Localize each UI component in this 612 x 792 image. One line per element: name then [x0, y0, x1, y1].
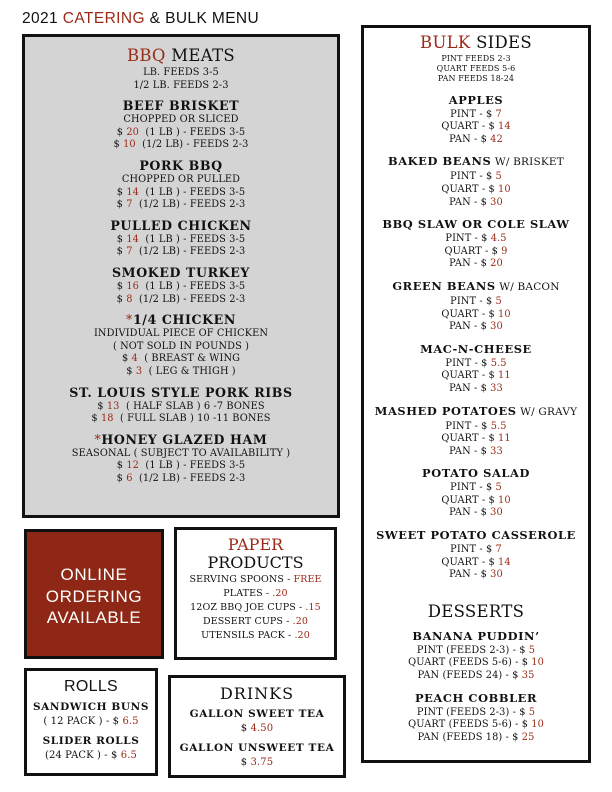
- bbq-heading: [25, 46, 337, 65]
- bbq-price-line-detail: (1/2 LB) - FEEDS 2-3: [132, 472, 246, 484]
- bbq-item: [25, 264, 337, 306]
- rolls-price-line: [27, 749, 155, 762]
- bbq-item: [25, 97, 337, 152]
- dessert-price-line-label: QUART (FEEDS 5-6) - $: [408, 657, 532, 669]
- bbq-price-line: [25, 401, 337, 414]
- bulk-price-line-amount: 7: [495, 544, 502, 556]
- rolls-item-name: SLIDER ROLLS: [42, 735, 140, 747]
- paper-item-line-amount: .20: [272, 588, 288, 599]
- bbq-price-line-amount: 8: [126, 293, 133, 305]
- bbq-price-line: [25, 473, 337, 486]
- dessert-price-line: [364, 707, 588, 720]
- dessert-price-line-amount: 35: [521, 670, 535, 682]
- bulk-price-line-label: QUART - $: [441, 121, 498, 133]
- bulk-item-name-text: APPLES: [448, 92, 504, 107]
- bbq-price-line-detail: (1 LB ) - FEEDS 3-5: [138, 233, 246, 245]
- bulk-item: [364, 403, 588, 459]
- rolls-item-name: SANDWICH BUNS: [32, 701, 150, 713]
- rolls-item: [27, 734, 155, 762]
- bulk-item-name: [364, 403, 588, 421]
- bulk-price-line: [364, 495, 588, 508]
- bulk-price-line-label: PINT - $: [445, 420, 491, 432]
- bulk-heading-red: BULK: [420, 33, 471, 52]
- bulk-item: [364, 341, 588, 396]
- drinks-price-line-label: $: [240, 723, 251, 734]
- drinks-price-line-amount: 4.50: [250, 723, 274, 734]
- dessert-item: [364, 628, 588, 683]
- bulk-price-line: [364, 358, 588, 371]
- bulk-item: [364, 153, 588, 209]
- bbq-price-line-amount: 18: [100, 413, 114, 425]
- bulk-price-line-label: PAN - $: [449, 382, 491, 394]
- bulk-item: [364, 465, 588, 520]
- bbq-price-line-detail: ( FULL SLAB ) 10 -11 BONES: [113, 413, 271, 425]
- bbq-price-line: [25, 460, 337, 473]
- bulk-item-name: [364, 341, 588, 358]
- bulk-price-line-label: QUART - $: [441, 494, 498, 506]
- dessert-price-line-label: QUART (FEEDS 5-6) - $: [408, 719, 532, 731]
- bulk-price-line-amount: 30: [490, 569, 503, 581]
- paper-heading-rest: PRODUCTS: [207, 553, 304, 572]
- bulk-price-line-amount: 30: [490, 196, 503, 208]
- drinks-price-line: [171, 722, 343, 735]
- rolls-heading: ROLLS: [64, 678, 118, 695]
- drinks-section: [168, 675, 346, 778]
- dessert-price-line: [364, 645, 588, 658]
- bbq-price-line-label: $: [113, 139, 124, 151]
- dessert-price-line-label: PAN (FEEDS 24) - $: [417, 670, 522, 682]
- dessert-price-line-amount: 25: [521, 731, 535, 743]
- paper-item-line-label: UTENSILS PACK -: [201, 630, 295, 641]
- bbq-price-line-label: $: [116, 126, 127, 138]
- bulk-price-line-label: QUART - $: [441, 308, 498, 320]
- bbq-meats-section: [22, 34, 340, 518]
- bulk-item-name: [364, 278, 588, 296]
- bbq-price-line-detail: (1 LB ) - FEEDS 3-5: [138, 280, 246, 292]
- bulk-item-name: [364, 216, 588, 233]
- bulk-item-extra: W/ GRAVY: [516, 405, 578, 418]
- bbq-price-line-amount: 4: [131, 353, 138, 365]
- bbq-price-line-detail: (1 LB ) - FEEDS 3-5: [138, 460, 246, 472]
- bulk-item-name-text: BBQ SLAW OR COLE SLAW: [382, 217, 570, 232]
- bbq-price-line-amount: 3: [135, 365, 143, 377]
- bulk-item-name-text: MAC-N-CHEESE: [420, 341, 532, 356]
- bbq-item-desc: CHOPPED OR SLICED: [123, 114, 239, 126]
- bbq-item-name-text: 1/4 CHICKEN: [132, 312, 236, 328]
- bulk-price-line-label: PINT - $: [450, 544, 496, 556]
- bulk-sub-list: [364, 54, 588, 85]
- bulk-price-line: [364, 246, 588, 259]
- bulk-price-line-label: QUART - $: [441, 556, 498, 568]
- bulk-price-line-label: PINT - $: [450, 482, 496, 494]
- bbq-sub-half-lb: 1/2 LB. FEEDS 2-3: [133, 79, 229, 91]
- bulk-item-name: [364, 527, 588, 544]
- paper-item-line-amount: FREE: [293, 574, 322, 585]
- bulk-price-line-label: PAN - $: [449, 507, 491, 519]
- bbq-item: [25, 384, 337, 426]
- drinks-price-line: [171, 756, 343, 769]
- paper-item-line-label: 12OZ BBQ JOE CUPS -: [190, 602, 306, 613]
- rolls-price-line-label: (24 PACK ) - $: [44, 750, 121, 761]
- bbq-price-line-label: $: [116, 186, 127, 198]
- bulk-price-line-label: PAN - $: [449, 258, 491, 270]
- bbq-price-line-label: $: [116, 460, 127, 472]
- bbq-item-list: [25, 97, 337, 485]
- bulk-item-name-text: POTATO SALAD: [422, 466, 530, 481]
- bbq-item: [25, 431, 337, 486]
- bbq-price-line-amount: 7: [126, 246, 133, 258]
- bbq-price-line-amount: 10: [123, 139, 136, 151]
- bulk-price-line-label: PINT - $: [450, 295, 496, 307]
- drinks-item-name: GALLON SWEET TEA: [189, 708, 325, 720]
- bbq-price-line-label: $: [116, 293, 127, 305]
- bbq-item-desc: ( NOT SOLD IN POUNDS ): [112, 340, 250, 352]
- bulk-price-line-amount: 5: [495, 482, 502, 494]
- bbq-price-line-label: $: [116, 199, 127, 211]
- bbq-sub-lb: LB. FEEDS 3-5: [143, 67, 219, 78]
- paper-item-line-label: DESSERT CUPS -: [202, 616, 293, 627]
- bbq-price-line-label: $: [116, 472, 127, 484]
- dessert-price-line-amount: 10: [531, 657, 544, 669]
- bulk-price-line: [364, 383, 588, 396]
- bbq-item-name-text: PULLED CHICKEN: [110, 217, 252, 233]
- bulk-price-line-label: PINT - $: [450, 108, 496, 120]
- rolls-price-line-amount: 6.5: [120, 750, 138, 761]
- online-ordering-text: [27, 564, 161, 629]
- bulk-item-name: [364, 465, 588, 482]
- bbq-price-line-detail: (1/2 LB) - FEEDS 2-3: [132, 199, 246, 211]
- asterisk-mark: *: [94, 431, 102, 447]
- bulk-price-line-amount: 30: [490, 507, 503, 519]
- bulk-price-line-label: PINT - $: [450, 171, 496, 183]
- bulk-price-line: [364, 557, 588, 570]
- bbq-item: [25, 157, 337, 212]
- paper-item-line: [177, 587, 334, 601]
- drinks-price-line-label: $: [240, 757, 251, 768]
- bulk-price-line-label: PINT - $: [445, 357, 491, 369]
- desserts-heading: DESSERTS: [427, 601, 525, 621]
- bulk-item-name-text: BAKED BEANS: [388, 154, 492, 169]
- dessert-price-line-label: PINT (FEEDS 2-3) - $: [416, 644, 529, 656]
- dessert-price-line-label: PINT (FEEDS 2-3) - $: [416, 706, 529, 718]
- bbq-item-name: [25, 157, 337, 174]
- bulk-price-line-amount: 42: [490, 133, 503, 145]
- paper-item-line: [177, 629, 334, 643]
- bbq-price-line-label: $: [116, 233, 127, 245]
- asterisk-mark: *: [126, 312, 133, 328]
- bbq-price-line: [25, 246, 337, 259]
- bbq-item-name: [25, 97, 337, 114]
- bbq-price-line: [25, 413, 337, 426]
- bulk-price-line: [364, 421, 588, 434]
- title-year: 2021: [22, 10, 63, 27]
- dessert-price-line: [364, 732, 588, 745]
- bbq-item-name: [25, 431, 337, 448]
- menu-title: [22, 10, 342, 28]
- bbq-item-name-text: PORK BBQ: [139, 157, 223, 173]
- paper-item-line: [177, 573, 334, 587]
- paper-item-line-amount: .20: [294, 630, 310, 641]
- paper-products-section: [174, 527, 337, 660]
- bbq-heading-red: BBQ: [127, 46, 166, 65]
- bulk-price-line-label: QUART - $: [441, 370, 498, 382]
- bulk-price-line-amount: 14: [498, 121, 511, 133]
- drinks-item-list: [171, 707, 343, 769]
- bulk-price-line-amount: 11: [498, 433, 511, 445]
- bulk-price-line: [364, 370, 588, 383]
- bulk-item-list: [364, 92, 588, 582]
- bbq-price-line: [25, 139, 337, 152]
- paper-item-list: [177, 573, 334, 643]
- bulk-price-line-label: PAN - $: [449, 196, 491, 208]
- bbq-price-line-amount: 14: [126, 186, 139, 198]
- dessert-price-line: [364, 719, 588, 732]
- bulk-price-line-amount: 4.5: [490, 233, 507, 245]
- bulk-price-line-amount: 10: [498, 308, 511, 320]
- bulk-price-line-label: PAN - $: [449, 569, 491, 581]
- bulk-price-line-label: QUART - $: [441, 183, 498, 195]
- title-rest: & BULK MENU: [144, 10, 260, 27]
- bulk-item: [364, 278, 588, 334]
- bulk-sub-line: PAN FEEDS 18-24: [437, 74, 515, 84]
- dessert-item: [364, 690, 588, 745]
- rolls-price-line-amount: 6.5: [122, 716, 139, 727]
- bbq-item: [25, 311, 337, 378]
- bbq-price-line-amount: 13: [106, 400, 120, 412]
- bulk-price-line: [364, 433, 588, 446]
- drinks-item: [171, 707, 343, 735]
- bbq-price-line-detail: (1 LB ) - FEEDS 3-5: [138, 186, 246, 198]
- bulk-price-line: [364, 134, 588, 147]
- rolls-section: [24, 668, 158, 776]
- bbq-price-line-label: $: [91, 413, 101, 425]
- bbq-item-name: [25, 217, 337, 234]
- paper-heading-red: PAPER: [227, 535, 284, 554]
- dessert-price-line: [364, 670, 588, 683]
- bulk-item-name: [364, 153, 588, 171]
- bbq-price-line-detail: ( HALF SLAB ) 6 -7 BONES: [119, 400, 265, 412]
- bbq-price-line-detail: ( LEG & THIGH ): [142, 365, 236, 377]
- paper-item-line: [177, 615, 334, 629]
- bbq-price-line: [25, 127, 337, 140]
- bulk-sub-line: QUART FEEDS 5-6: [436, 64, 516, 74]
- bbq-item-desc: CHOPPED OR PULLED: [121, 173, 241, 185]
- bbq-heading-rest: MEATS: [165, 46, 235, 65]
- bulk-price-line: [364, 482, 588, 495]
- bbq-item-name-text: SMOKED TURKEY: [111, 264, 250, 280]
- bulk-price-line-label: QUART - $: [441, 433, 498, 445]
- bulk-price-line-amount: 5: [495, 295, 502, 307]
- bbq-price-line: [25, 366, 337, 379]
- bulk-item: [364, 527, 588, 582]
- dessert-price-line: [364, 657, 588, 670]
- bulk-item: [364, 92, 588, 147]
- bulk-item-name-text: GREEN BEANS: [392, 278, 496, 293]
- bbq-price-line: [25, 187, 337, 200]
- bbq-price-line: [25, 199, 337, 212]
- paper-item-line-amount: .15: [305, 602, 321, 613]
- bulk-heading-rest: SIDES: [470, 33, 532, 52]
- bulk-price-line: [364, 296, 588, 309]
- bulk-price-line-label: PAN - $: [449, 445, 491, 457]
- drinks-price-line-amount: 3.75: [250, 757, 274, 768]
- bbq-price-line-label: $: [126, 365, 136, 377]
- bulk-price-line-label: PAN - $: [449, 321, 491, 333]
- bulk-price-line-amount: 20: [490, 258, 503, 270]
- bulk-price-line: [364, 184, 588, 197]
- bulk-price-line-amount: 33: [490, 445, 503, 457]
- bulk-price-line-amount: 9: [501, 245, 508, 257]
- dessert-item-name: BANANA PUDDIN’: [412, 628, 540, 643]
- bbq-price-line-amount: 16: [126, 280, 139, 292]
- paper-item-line-amount: .20: [292, 616, 309, 627]
- bulk-price-line-amount: 5.5: [490, 357, 507, 369]
- bulk-price-line-label: QUART - $: [444, 245, 502, 257]
- bulk-item-name-text: MASHED POTATOES: [374, 403, 517, 418]
- bbq-price-line-detail: (1/2 LB) - FEEDS 2-3: [132, 246, 246, 258]
- bbq-price-line-label: $: [116, 280, 127, 292]
- bbq-price-line-detail: (1 LB ) - FEEDS 3-5: [138, 126, 246, 138]
- bulk-price-line-amount: 14: [498, 556, 511, 568]
- drinks-item-name: GALLON UNSWEET TEA: [179, 742, 335, 754]
- bbq-item-name: [25, 311, 337, 328]
- bulk-price-line: [364, 507, 588, 520]
- bbq-price-line-amount: 12: [126, 460, 139, 472]
- bulk-price-line-label: PINT - $: [445, 233, 491, 245]
- bulk-item-extra: W/ BRISKET: [491, 156, 564, 169]
- bbq-item: [25, 217, 337, 259]
- bbq-item-desc: SEASONAL ( SUBJECT TO AVAILABILITY ): [71, 447, 291, 459]
- bbq-price-line-label: $: [116, 246, 127, 258]
- paper-item-line-label: SERVING SPOONS -: [189, 574, 294, 585]
- bulk-item-extra: W/ BACON: [495, 280, 560, 293]
- rolls-price-line-label: ( 12 PACK ) - $: [43, 716, 123, 727]
- bbq-price-line-detail: ( BREAST & WING: [137, 353, 241, 365]
- rolls-price-line: [27, 715, 155, 728]
- dessert-price-line-amount: 5: [528, 706, 536, 718]
- rolls-item-list: [27, 700, 155, 762]
- bbq-item-name-text: HONEY GLAZED HAM: [101, 431, 268, 447]
- paper-item-line-label: PLATES -: [223, 588, 273, 599]
- dessert-item-name: PEACH COBBLER: [414, 690, 538, 705]
- bbq-price-line-label: $: [97, 400, 107, 412]
- bulk-price-line: [364, 544, 588, 557]
- dessert-price-line-label: PAN (FEEDS 18) - $: [417, 731, 522, 743]
- bbq-price-line: [25, 353, 337, 366]
- dessert-item-list: [364, 628, 588, 745]
- drinks-item: [171, 741, 343, 769]
- bbq-price-line-detail: (1/2 LB) - FEEDS 2-3: [132, 293, 246, 305]
- bbq-item-desc: INDIVIDUAL PIECE OF CHICKEN: [93, 328, 269, 340]
- bulk-price-line-amount: 30: [490, 321, 503, 333]
- bulk-price-line-amount: 11: [498, 370, 511, 382]
- online-line-1: ONLINE: [60, 565, 128, 584]
- online-line-2: ORDERING: [45, 586, 143, 606]
- bbq-item-name-text: ST. LOUIS STYLE PORK RIBS: [69, 384, 293, 400]
- bbq-item-name: [25, 264, 337, 281]
- paper-item-line: [177, 601, 334, 615]
- bulk-price-line-amount: 7: [495, 108, 502, 120]
- bbq-price-line: [25, 281, 337, 294]
- bbq-item-name-text: BEEF BRISKET: [122, 98, 240, 114]
- bbq-price-line-label: $: [121, 353, 132, 365]
- bbq-price-line-amount: 20: [126, 126, 139, 138]
- bbq-price-line-amount: 7: [126, 199, 133, 211]
- bulk-price-line: [364, 171, 588, 184]
- bbq-item-name: [25, 384, 337, 401]
- dessert-price-line-amount: 5: [528, 644, 536, 656]
- bulk-price-line: [364, 569, 588, 582]
- bulk-price-line: [364, 446, 588, 459]
- bbq-price-line-amount: 14: [126, 233, 139, 245]
- bulk-price-line: [364, 309, 588, 322]
- bulk-price-line: [364, 109, 588, 122]
- bulk-price-line-label: PAN - $: [449, 133, 491, 145]
- bulk-price-line: [364, 258, 588, 271]
- drinks-heading: DRINKS: [219, 684, 295, 703]
- bulk-price-line: [364, 321, 588, 334]
- bbq-price-line-detail: (1/2 LB) - FEEDS 2-3: [135, 139, 249, 151]
- dessert-price-line-amount: 10: [531, 719, 544, 731]
- bulk-price-line-amount: 5.5: [490, 420, 507, 432]
- bulk-price-line-amount: 10: [498, 183, 511, 195]
- bulk-price-line: [364, 197, 588, 210]
- bulk-price-line-amount: 5: [495, 171, 502, 183]
- bulk-item: [364, 216, 588, 271]
- bulk-price-line: [364, 121, 588, 134]
- title-catering: CATERING: [62, 10, 145, 27]
- bbq-price-line-amount: 6: [126, 472, 133, 484]
- bbq-price-line: [25, 294, 337, 307]
- bulk-sides-section: [361, 25, 591, 763]
- rolls-item: [27, 700, 155, 728]
- bulk-item-name: [364, 92, 588, 109]
- online-ordering-banner[interactable]: [24, 529, 164, 659]
- bulk-price-line-amount: 33: [490, 382, 503, 394]
- bulk-sub-line: PINT FEEDS 2-3: [441, 54, 511, 63]
- bulk-item-name-text: SWEET POTATO CASSEROLE: [376, 528, 576, 543]
- bulk-price-line-amount: 10: [498, 494, 511, 506]
- bbq-price-line: [25, 234, 337, 247]
- bulk-price-line: [364, 233, 588, 246]
- bulk-heading: [364, 33, 588, 52]
- online-line-3: AVAILABLE: [46, 608, 142, 627]
